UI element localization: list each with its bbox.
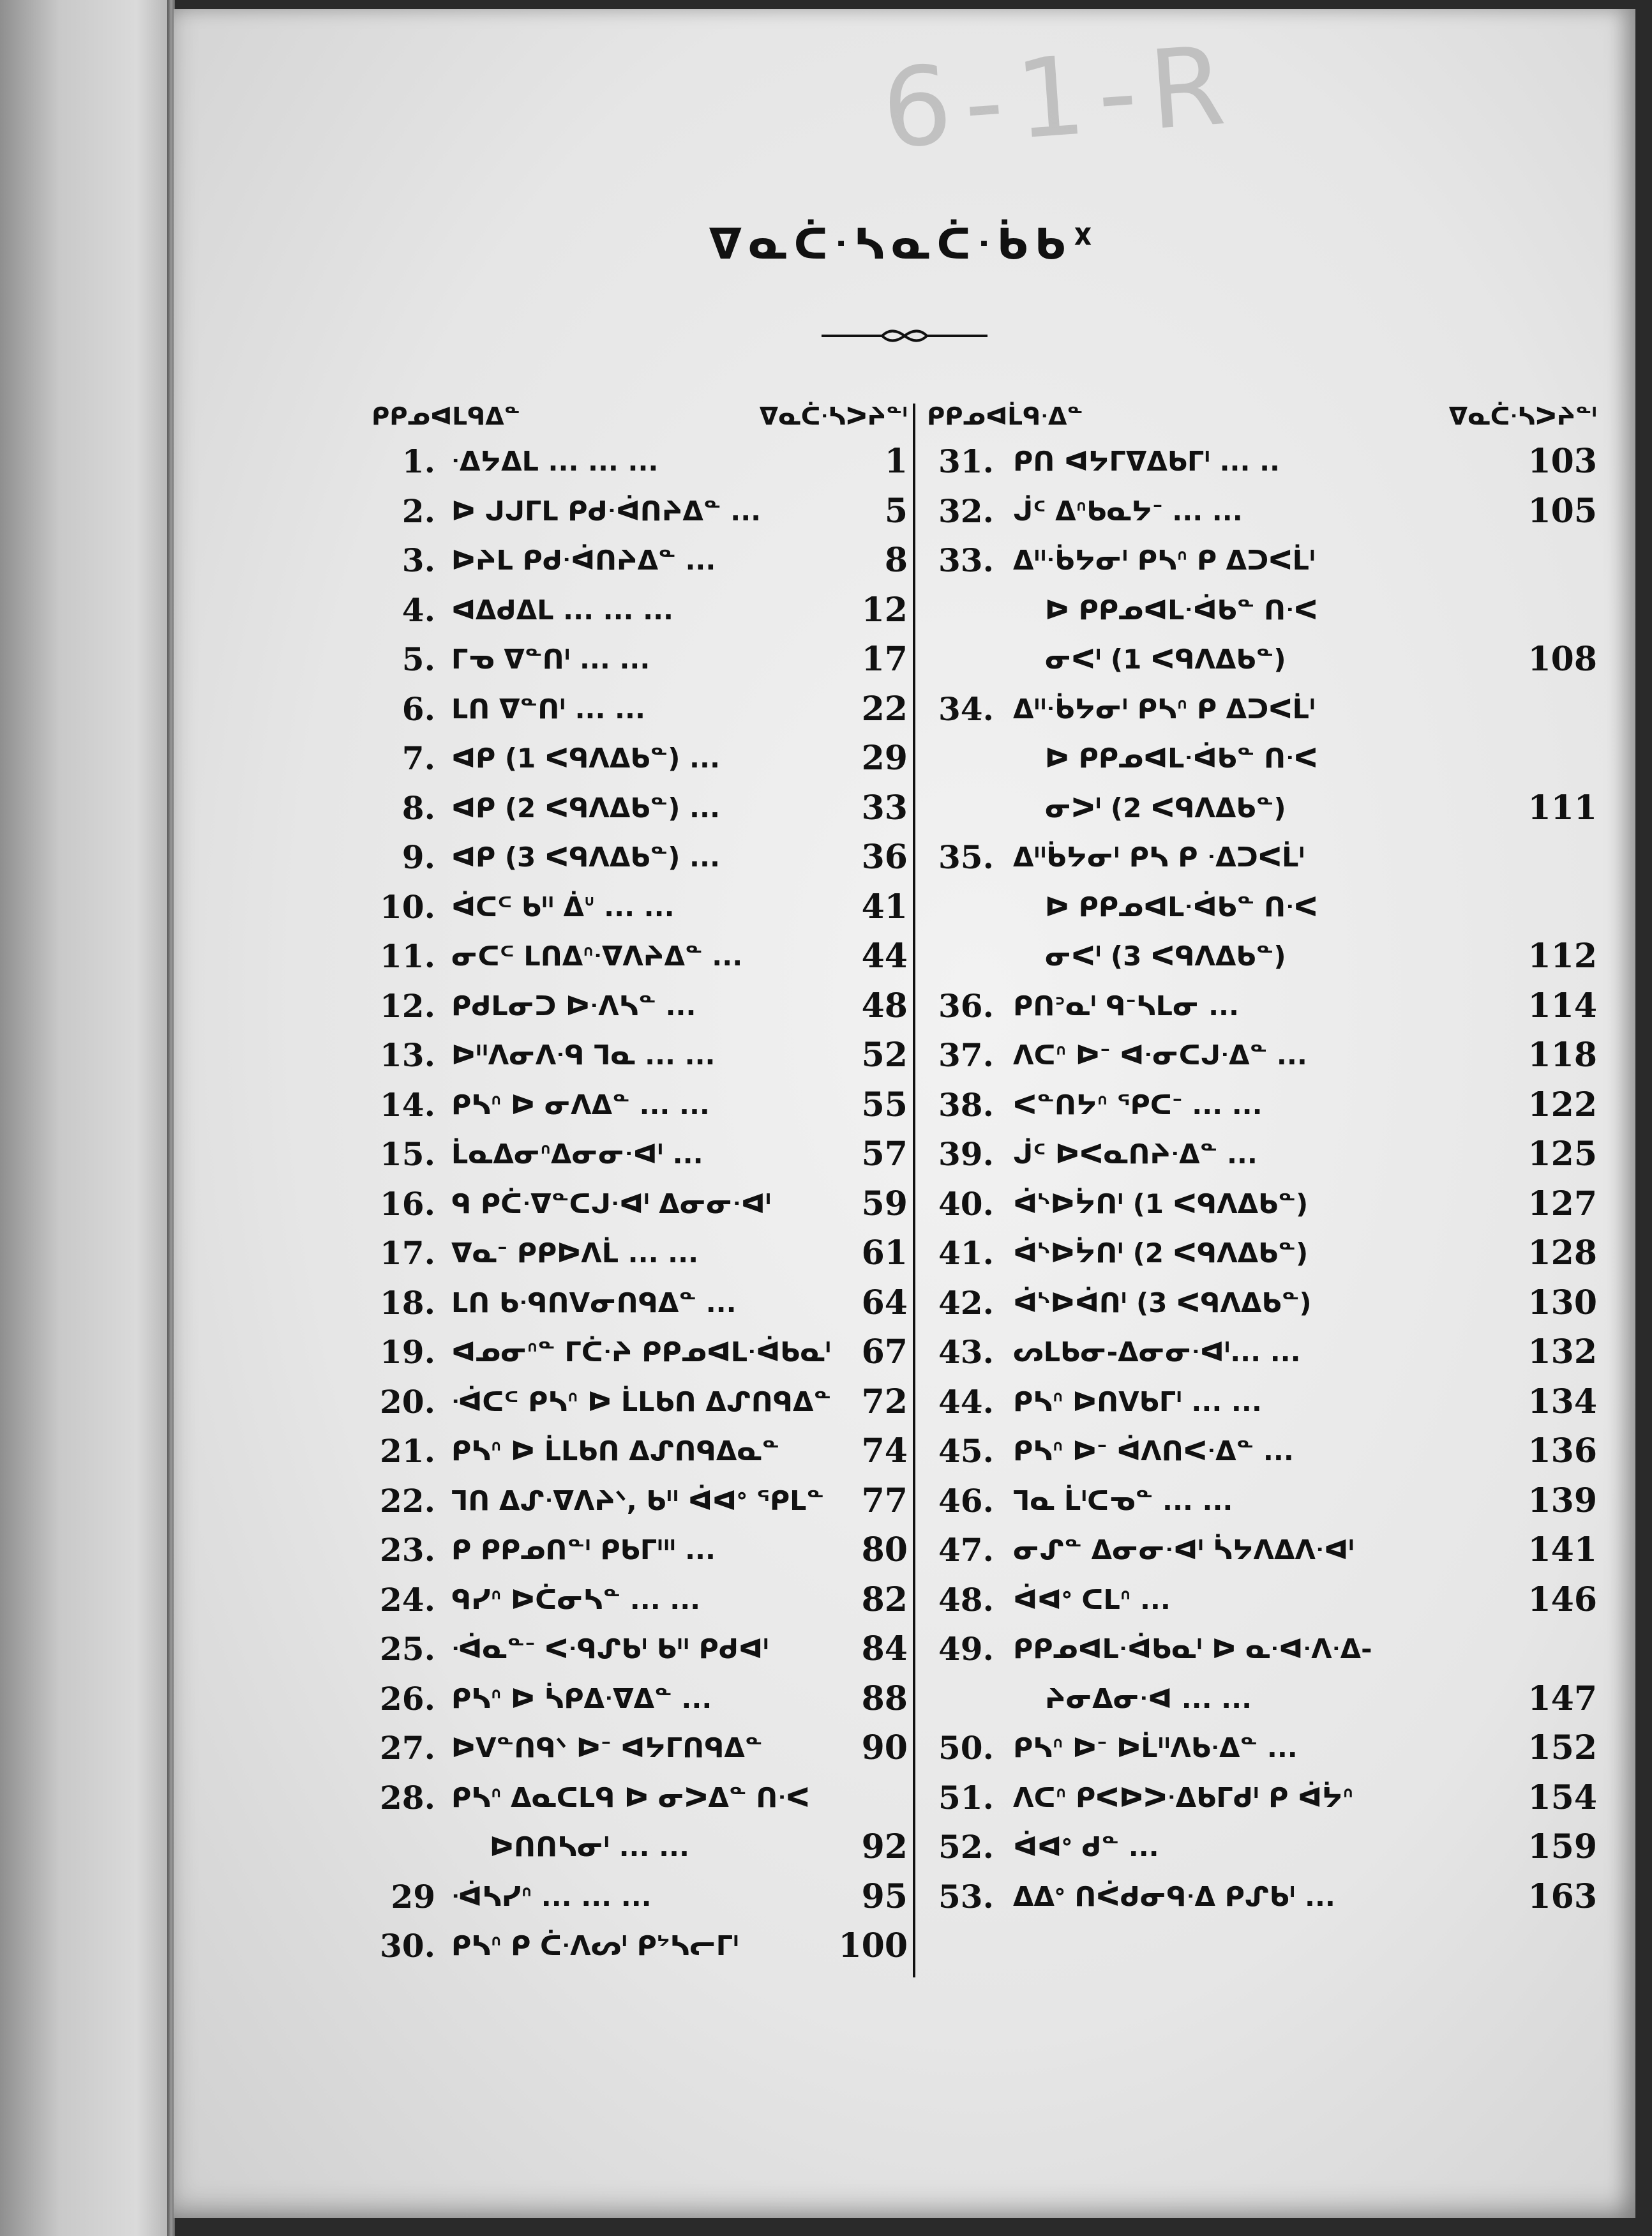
toc-entry xyxy=(372,437,908,487)
entry-page: 29 xyxy=(861,739,908,778)
entry-number: 15. xyxy=(380,1135,435,1173)
entry-title: ᐋᐊᐤ ᑯᓐ ... xyxy=(1013,1831,1159,1862)
entry-number: 23. xyxy=(380,1531,435,1569)
entry-title: ᑭᓴᐢ ᐅᐨ ᐋᐱᑎᐸᐧᐃᓐ ... xyxy=(1013,1435,1294,1467)
toc-entry xyxy=(372,1278,908,1328)
entry-title: ᐊᑭ (2 ᐸᑫᐱᐃᑲᓐ) ... xyxy=(451,792,720,824)
entry-title-continuation: ᐅ ᑭᑭᓄᐊᒪᐧᐋᑲᓐ ᑎᐧᐸ xyxy=(1045,594,1318,626)
toc-entry xyxy=(372,1872,908,1922)
entry-number: 41. xyxy=(938,1234,994,1272)
entry-page: 92 xyxy=(861,1827,908,1866)
toc-entry xyxy=(927,1228,1597,1278)
entry-page: 82 xyxy=(861,1580,908,1619)
entry-title: ᔕᒪᑲᓂ-ᐃᓂᓂᐧᐊᑊ... ... xyxy=(1013,1336,1301,1368)
entry-number: 48. xyxy=(938,1580,994,1619)
entry-page: 118 xyxy=(1528,1036,1597,1075)
entry-title: ᑭᑯᒪᓂᑐ ᐅᐧᐱᓴᓐ ... xyxy=(451,990,696,1022)
entry-title: ᓂᔑᓐ ᐃᓂᓂᐧᐊᑊ ᓵᔭᐱᐃᐱᐧᐊᑊ xyxy=(1013,1534,1355,1566)
toc-entry xyxy=(927,1129,1597,1179)
entry-page: 80 xyxy=(861,1530,908,1569)
toc-entry xyxy=(372,833,908,882)
entry-title: ᐋᐊᐤ ᑕᒪᐢ ... xyxy=(1013,1583,1171,1615)
entry-page: 154 xyxy=(1528,1778,1597,1817)
entry-title: ᑫᓯᐢ ᐅᑖᓂᓴᓐ ... ... xyxy=(451,1583,701,1615)
toc-entry xyxy=(372,981,908,1031)
contents-column-left xyxy=(372,398,908,1971)
toc-entry xyxy=(372,932,908,981)
entry-page: 114 xyxy=(1528,986,1597,1025)
entry-page: 59 xyxy=(861,1184,908,1223)
toc-entry xyxy=(372,1179,908,1229)
column-header-left xyxy=(372,398,908,437)
toc-entry xyxy=(372,1228,908,1278)
entry-title-continuation: ᐅᑎᑎᓴᓂᑊ ... ... xyxy=(490,1831,689,1862)
entry-number: 51. xyxy=(938,1778,994,1817)
toc-entry xyxy=(927,1327,1597,1377)
toc-entry xyxy=(927,1377,1597,1427)
entry-title: ᐊᐃᑯᐃᒪ ... ... ... xyxy=(451,594,673,626)
entry-title: ᒪᑎ ᑲᐧᑫᑎᐯᓂᑎᑫᐃᓐ ... xyxy=(451,1287,737,1318)
entry-number: 26. xyxy=(380,1679,435,1718)
entry-title: ᐋᔅᐅᐋᑎᑊ (3 ᐸᑫᐱᐃᑲᓐ) xyxy=(1013,1287,1312,1318)
entry-title: ᑭᑎ ᐊᔭᒥᐁᐃᑲᒥᑊ ... .. xyxy=(1013,446,1280,477)
toc-entry xyxy=(372,585,908,635)
toc-entry xyxy=(927,1179,1597,1229)
entry-number: 46. xyxy=(938,1481,994,1520)
toc-entry xyxy=(927,684,1597,734)
entry-page: 134 xyxy=(1528,1382,1597,1421)
entry-title: ᐅ ᒍᒍᒥᒪ ᑭᑯᐧᐋᑎᔨᐃᓐ ... xyxy=(451,495,762,527)
entry-title-continuation: ᓂᐸᑊ (3 ᐸᑫᐱᐃᑲᓐ) xyxy=(1045,940,1286,972)
entry-page: 100 xyxy=(838,1926,908,1965)
entry-page: 12 xyxy=(861,590,908,630)
entry-number: 37. xyxy=(938,1036,994,1074)
toc-entry xyxy=(927,487,1597,536)
entry-page: 103 xyxy=(1528,442,1597,481)
toc-entry-continuation xyxy=(927,783,1597,833)
column-header-right xyxy=(927,398,1597,437)
entry-title: ᐃᐦᐧᑳᔭᓂᑊ ᑭᓴᐢ ᑭ ᐃᑐᐸᒫᑊ xyxy=(1013,545,1316,576)
toc-entry xyxy=(372,783,908,833)
entry-number: 30. xyxy=(380,1927,435,1965)
toc-entry-continuation xyxy=(927,882,1597,932)
entry-number: 24. xyxy=(380,1580,435,1619)
entry-page: 112 xyxy=(1528,937,1597,976)
entry-page: 17 xyxy=(861,640,908,679)
toc-entry xyxy=(372,1476,908,1526)
entry-page: 64 xyxy=(861,1283,908,1322)
entry-page: 41 xyxy=(861,887,908,926)
entry-number: 8. xyxy=(402,789,435,827)
entry-title: ᑭᓴᐢ ᑭ ᑖᐧᐱᔕᑊ ᑭᔾᓴᓕᒥᑊ xyxy=(451,1930,739,1961)
entry-title: ᒣᓇ ᒫᑊᑕᓀᓐ ... ... xyxy=(1013,1484,1233,1516)
entry-title: ᐃᐃᐤ ᑎᐹᑯᓂᑫᐧᐃ ᑭᔑᑲᑊ ... xyxy=(1013,1880,1335,1912)
entry-page: 146 xyxy=(1528,1580,1597,1619)
toc-entry xyxy=(927,1278,1597,1328)
title-ornament xyxy=(822,323,987,349)
entry-title: ᐧᐃᔭᐃᒪ ... ... ... xyxy=(451,446,659,477)
entry-title: ᒎᑦ ᐅᐸᓇᑎᔨᐧᐃᓐ ... xyxy=(1013,1138,1258,1170)
toc-entry xyxy=(927,981,1597,1031)
entry-page: 52 xyxy=(861,1036,908,1075)
toc-entry-continuation xyxy=(927,734,1597,783)
entry-title: ᐙᓴᓯᐢ ... ... ... xyxy=(451,1880,652,1912)
entry-title: ᒫᓇᐃᓂᐢᐃᓂᓂᐧᐊᑊ ... xyxy=(451,1138,703,1170)
entry-title: ᑭ ᑭᑭᓄᑎᓐᑊ ᑭᑲᒥᐦᑊ ... xyxy=(451,1534,716,1566)
entry-page: 128 xyxy=(1528,1234,1597,1273)
entry-number: 5. xyxy=(402,640,435,678)
entry-number: 1. xyxy=(402,442,435,480)
entry-title: ᐋᔅᐅᔮᑎᑊ (2 ᐸᑫᐱᐃᑲᓐ) xyxy=(1013,1237,1309,1269)
entry-number: 44. xyxy=(938,1382,994,1421)
toc-entry-continuation xyxy=(372,1822,908,1872)
entry-page: 8 xyxy=(884,541,908,580)
entry-title: ᑭᓴᐢ ᐅ ᓂᐱᐃᓐ ... ... xyxy=(451,1089,710,1121)
toc-entry xyxy=(927,1723,1597,1773)
toc-entry xyxy=(927,536,1597,585)
toc-entry xyxy=(372,635,908,684)
toc-entry xyxy=(372,1377,908,1427)
entry-number: 14. xyxy=(380,1085,435,1124)
entry-number: 50. xyxy=(938,1729,994,1767)
entry-page: 1 xyxy=(884,442,908,481)
entry-number: 31. xyxy=(938,442,994,480)
entry-number: 6. xyxy=(402,690,435,728)
entry-title: ᐊᑭ (1 ᐸᑫᐱᐃᑲᓐ) ... xyxy=(451,743,720,774)
entry-title: ᐅᔨᒪ ᑭᑯᐧᐋᑎᔨᐃᓐ ... xyxy=(451,545,716,576)
entry-page: 163 xyxy=(1528,1877,1597,1916)
toc-entry xyxy=(927,1773,1597,1823)
entry-title: ᒣᑎ ᐃᔑᐧᐁᐱᔨᐠ, ᑲᐦ ᐋᐊᐤ ᕿᒪᓐ xyxy=(451,1484,825,1516)
toc-entry xyxy=(372,1031,908,1080)
entry-page: 57 xyxy=(861,1135,908,1174)
entry-page: 5 xyxy=(884,491,908,531)
toc-entry-continuation xyxy=(927,585,1597,635)
entry-page: 141 xyxy=(1528,1530,1597,1569)
toc-entry xyxy=(927,1031,1597,1080)
entry-page: 55 xyxy=(861,1085,908,1124)
entry-page: 132 xyxy=(1528,1333,1597,1371)
entry-title-continuation: ᐅ ᑭᑭᓄᐊᒪᐧᐋᑲᓐ ᑎᐧᐸ xyxy=(1045,891,1318,923)
entry-page: 125 xyxy=(1528,1135,1597,1174)
entry-number: 27. xyxy=(380,1729,435,1767)
entry-number: 28. xyxy=(380,1778,435,1817)
entry-title-continuation: ᓂᐳᑊ (2 ᐸᑫᐱᐃᑲᓐ) xyxy=(1045,792,1286,824)
entry-number: 38. xyxy=(938,1085,994,1124)
entry-title: ᐅᐦᐱᓂᐱᐧᑫ ᒣᓇ ... ... xyxy=(451,1039,716,1071)
entry-number: 13. xyxy=(380,1036,435,1074)
entry-number: 16. xyxy=(380,1184,435,1223)
contents-column-right xyxy=(927,398,1597,1921)
toc-entry xyxy=(372,734,908,783)
entry-number: 20. xyxy=(380,1382,435,1421)
entry-number: 40. xyxy=(938,1184,994,1223)
toc-entry xyxy=(372,882,908,932)
entry-number: 34. xyxy=(938,690,994,728)
entry-title: ᐊᑭ (3 ᐸᑫᐱᐃᑲᓐ) ... xyxy=(451,842,720,873)
toc-entry xyxy=(372,487,908,536)
entry-number: 29 xyxy=(391,1877,435,1915)
entry-page: 147 xyxy=(1528,1679,1597,1718)
toc-entry xyxy=(372,1525,908,1575)
entry-page: 74 xyxy=(861,1431,908,1470)
entry-title: ᐱᑕᐢ ᐅᐨ ᐊᐧᓂᑕᒍᐧᐃᓐ ... xyxy=(1013,1039,1307,1071)
toc-entry xyxy=(927,833,1597,882)
toc-entry xyxy=(372,1080,908,1130)
toc-entry xyxy=(927,1426,1597,1476)
entry-page: 84 xyxy=(861,1629,908,1668)
entry-number: 9. xyxy=(402,838,435,876)
entry-title: ᑭᑎᐣᓇᑊ ᑫᐨᓴᒪᓂ ... xyxy=(1013,990,1239,1022)
entry-number: 10. xyxy=(380,888,435,926)
toc-entry xyxy=(372,1129,908,1179)
entry-title: ᐃᐦᑳᔭᓂᑊ ᑭᓴ ᑭ ᐧᐃᑐᐸᒫᑊ xyxy=(1013,842,1305,873)
entry-page: 127 xyxy=(1528,1184,1597,1223)
entry-page: 88 xyxy=(861,1679,908,1718)
entry-title: ᑭᓴᐢ ᐅ ᓵᑭᐃᐧᐁᐃᓐ ... xyxy=(451,1682,712,1714)
entry-number: 17. xyxy=(380,1234,435,1272)
toc-entry xyxy=(927,1822,1597,1872)
entry-page: 67 xyxy=(861,1333,908,1371)
entry-number: 53. xyxy=(938,1877,994,1915)
toc-entry xyxy=(372,1575,908,1625)
entry-number: 35. xyxy=(938,838,994,876)
entry-title: ᐸᓐᑎᔭᐢ ᕿᑕᐨ ... ... xyxy=(1013,1089,1263,1121)
toc-entry xyxy=(927,1575,1597,1625)
entry-number: 33. xyxy=(938,541,994,579)
entry-number: 4. xyxy=(402,591,435,629)
toc-entry xyxy=(927,1476,1597,1526)
entry-number: 7. xyxy=(402,739,435,777)
contents-page xyxy=(174,9,1635,2218)
entry-number: 39. xyxy=(938,1135,994,1173)
entry-page: 122 xyxy=(1528,1085,1597,1124)
entry-number: 3. xyxy=(402,541,435,579)
column-divider xyxy=(913,404,915,1977)
entry-page: 111 xyxy=(1528,788,1597,827)
entry-number: 22. xyxy=(380,1481,435,1520)
entry-number: 42. xyxy=(938,1283,994,1322)
entry-number: 45. xyxy=(938,1432,994,1470)
entry-page: 44 xyxy=(861,937,908,976)
toc-entry xyxy=(372,1921,908,1971)
entry-title: ᑭᑭᓄᐊᒪᐧᐋᑲᓇᑊ ᐅ ᓇᐧᐊᐧᐱᐧᐃ- xyxy=(1013,1633,1372,1665)
toc-entry xyxy=(372,1773,908,1823)
entry-number: 49. xyxy=(938,1630,994,1668)
entry-page: 105 xyxy=(1528,491,1597,531)
entry-title: ᒪᑎ ᐁᓐᑎᑊ ... ... xyxy=(451,693,645,725)
entry-title: ᐁᓇᐨ ᑭᑭᐅᐱᒫ ... ... xyxy=(451,1237,699,1269)
entry-title-continuation: ᓂᐸᑊ (1 ᐸᑫᐱᐃᑲᓐ) xyxy=(1045,644,1286,675)
entry-page: 61 xyxy=(861,1234,908,1273)
entry-page: 77 xyxy=(861,1481,908,1520)
entry-title: ᐃᐦᐧᑳᔭᓂᑊ ᑭᓴᐢ ᑭ ᐃᑐᐸᒫᑊ xyxy=(1013,693,1316,725)
header-label-right: ᑭᑭᓄᐊᒫᑫᐧᐃᓐ xyxy=(927,402,1083,430)
entry-title: ᑭᓴᐢ ᐃᓇᑕᒪᑫ ᐅ ᓂᐳᐃᓐ ᑎᐧᐸ xyxy=(451,1781,810,1813)
toc-entry xyxy=(927,1080,1597,1130)
entry-number: 19. xyxy=(380,1333,435,1371)
toc-entry-continuation xyxy=(927,635,1597,684)
entry-number: 2. xyxy=(402,492,435,530)
entry-page: 48 xyxy=(861,986,908,1025)
entry-title: ᐊᓄᓂᐢᓐ ᒥᑖᐧᔨ ᑭᑭᓄᐊᒪᐧᐋᑲᓇᑊ xyxy=(451,1336,832,1368)
entry-page: 139 xyxy=(1528,1481,1597,1520)
entry-title: ᓂᑕᒼ ᒪᑎᐃᐢᐧᐁᐱᔨᐃᓐ ... xyxy=(451,940,743,972)
toc-entry xyxy=(372,684,908,734)
page-title: ᐁᓇᑖᐧᓴᓇᑖᐧᑳᑲᕽ xyxy=(709,220,1100,269)
entry-title: ᐙᓇᓐᐨ ᐸᐧᑫᔑᑲᑊ ᑲᐦ ᑭᑯᐊᑊ xyxy=(451,1633,769,1665)
entry-number: 12. xyxy=(380,986,435,1025)
toc-entry xyxy=(927,1624,1597,1674)
entry-page: 90 xyxy=(861,1728,908,1767)
entry-title: ᐅᐯᓐᑎᑫᐠ ᐅᐨ ᐊᔭᒥᑎᑫᐃᓐ xyxy=(451,1732,763,1764)
entry-title: ᒎᑦ ᐃᐢᑲᓇᔭᐨ ... ... xyxy=(1013,495,1243,527)
entry-page: 136 xyxy=(1528,1431,1597,1470)
pencil-note: 6-1-R xyxy=(878,22,1242,174)
toc-entry xyxy=(372,1624,908,1674)
entry-title: ᐋᑕᒼ ᑲᐦ ᐄᐡ ... ... xyxy=(451,891,675,923)
entry-title: ᑭᓴᐢ ᐅ ᒫᒪᑲᑎ ᐃᔑᑎᑫᐃᓇᓐ xyxy=(451,1435,780,1467)
header-page-right: ᐁᓇᑖᐧᓴᐳᔨᓐᑊ xyxy=(1448,402,1597,430)
entry-title: ᐋᔅᐅᔮᑎᑊ (1 ᐸᑫᐱᐃᑲᓐ) xyxy=(1013,1188,1309,1220)
entry-page: 36 xyxy=(861,838,908,877)
header-label-left: ᑭᑭᓄᐊᒪᑫᐃᓐ xyxy=(372,402,520,430)
toc-entry xyxy=(927,1872,1597,1922)
entry-page: 108 xyxy=(1528,640,1597,679)
toc-entry xyxy=(927,437,1597,487)
entry-title: ᑭᓴᐢ ᐅᑎᐯᑲᒥᑊ ... ... xyxy=(1013,1386,1262,1417)
entry-page: 22 xyxy=(861,689,908,729)
toc-entry xyxy=(372,1674,908,1724)
entry-title: ᐱᑕᐢ ᑭᐸᐅᐳᐧᐃᑲᒥᑯᑊ ᑭ ᐋᔮᐢ xyxy=(1013,1781,1354,1813)
entry-title: ᒥᓀ ᐁᓐᑎᑊ ... ... xyxy=(451,644,650,675)
entry-number: 52. xyxy=(938,1828,994,1866)
entry-number: 36. xyxy=(938,986,994,1025)
entry-page: 159 xyxy=(1528,1827,1597,1866)
entry-number: 18. xyxy=(380,1283,435,1322)
toc-entry xyxy=(372,536,908,585)
entry-number: 43. xyxy=(938,1333,994,1371)
entry-title-continuation: ᔨᓂᐃᓂᐧᐊ ... ... xyxy=(1045,1682,1252,1714)
entry-title: ᑭᓴᐢ ᐅᐨ ᐅᒫᐦᐱᑲᐧᐃᓐ ... xyxy=(1013,1732,1298,1764)
toc-entry xyxy=(372,1327,908,1377)
entry-title-continuation: ᐅ ᑭᑭᓄᐊᒪᐧᐋᑲᓐ ᑎᐧᐸ xyxy=(1045,743,1318,774)
facing-page-edge xyxy=(0,0,171,2236)
entry-page: 72 xyxy=(861,1382,908,1421)
entry-number: 47. xyxy=(938,1531,994,1569)
entry-number: 11. xyxy=(380,937,435,975)
entry-page: 95 xyxy=(861,1877,908,1916)
toc-entry-continuation xyxy=(927,932,1597,981)
entry-page: 33 xyxy=(861,788,908,827)
entry-title: ᑫ ᑭᑖᐧᐁᓐᑕᒍᐧᐊᑊ ᐃᓂᓂᐧᐊᑊ xyxy=(451,1188,772,1220)
entry-number: 32. xyxy=(938,492,994,530)
toc-entry xyxy=(372,1723,908,1773)
entry-page: 152 xyxy=(1528,1728,1597,1767)
entry-title: ᐙᑕᒼ ᑭᓴᐢ ᐅ ᒫᒪᑲᑎ ᐃᔑᑎᑫᐃᓐ xyxy=(451,1386,832,1417)
toc-entry-continuation xyxy=(927,1674,1597,1724)
toc-entry xyxy=(372,1426,908,1476)
entry-number: 21. xyxy=(380,1432,435,1470)
header-page-left: ᐁᓇᑖᐧᓴᐳᔨᓐᑊ xyxy=(759,402,908,430)
entry-page: 130 xyxy=(1528,1283,1597,1322)
entry-number: 25. xyxy=(380,1630,435,1668)
toc-entry xyxy=(927,1525,1597,1575)
